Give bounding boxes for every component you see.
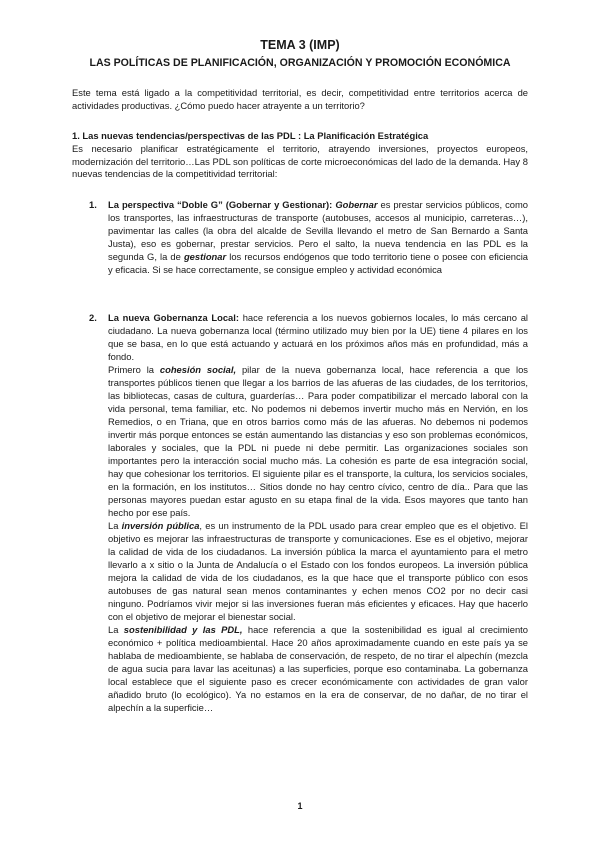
list-item-number: 1. xyxy=(89,199,97,210)
paragraph-text: , es un instrumento de la PDL usado para crear empleo que es el objetivo. El objetivo es mejorar las infraestructuras de transporte y comunicaciones. Ese es el objetivo, mejorar la calidad de vida de los ciudadanos. La inversión pública la marca el ayuntamiento para el metro llevarlo a x sitio o la Junta de Andalucía o el Estado con los fondos europeos. La inversión pública mejora la calidad de vida de los ciudadanos, es la que hace que el transporte público con esos autobuses de gas natural sean menos contaminantes y echen menos CO2 por no decir casi ninguno. Podríamos vivir mejor si las inversiones fueran más eficientes y eficaces. Hay que hacerlo con el objetivo de mejorar el bienestar social. xyxy=(108,520,528,622)
list-item-doble-g xyxy=(89,198,529,276)
paragraph-text: pilar de la nueva gobernanza local, hace referencia a que los transportes públicos tienen que llegar a los barrios de las afueras de las ciudades, de los territorios, las bibliotecas, casas de cultura, guarderías… Para poder compatibilizar el mercado laboral con la vida personal, tema familiar, etc. No podemos ni debemos invertir mucho más en Nervión, en los Remedios, o en Triana, que en otros barrios como más de las afueras. No debemos ni podemos invertir más porque entonces se están aumentando las distancias y eso son problemas económicos, laborales y sociales, que la PDL ni puede ni debe permitir. Las organizaciones sociales son importantes pero la interacción social mucho más. La cohesión es parte de esa integración social, hay que cohesionar los territorios. El siguiente pilar es el transporte, la cultura, los servicios sociales, en la formación, en los institutos… Sitios donde no hay centro cívico, centro de día.. Para que las personas mayores puedan estar agusto en su etapa final de la vida. Esos mayores que tanto han hecho por ese país. xyxy=(108,364,528,518)
list-item-text: es prestar servicios públicos, como los transportes, las infraestructuras de transporte (autobuses, accesos al municipio, carreteras…), pavimentar las calles (la obra del alcalde de Sevilla llevando el metro de San Bernardo a Santa Justa), eso es gobernar, prestar servicios. Pero el salto, la nueva tendencia en las PDL es la segunda G, la de xyxy=(108,199,529,262)
term-inversion-publica: inversión pública xyxy=(121,520,200,531)
term-cohesion-social: cohesión social, xyxy=(159,364,237,375)
intro-paragraph: Este tema está ligado a la competitividad territorial, es decir, competitividad entre territorios acerca de actividades productivas. ¿Cómo puedo hacer atrayente a un territorio? xyxy=(72,87,528,111)
term-sostenibilidad: sostenibilidad y las PDL, xyxy=(123,624,243,635)
paragraph-prefix: La xyxy=(108,520,122,531)
document-subtitle: LAS POLÍTICAS DE PLANIFICACIÓN, ORGANIZACIÓN Y PROMOCIÓN ECONÓMICA xyxy=(89,57,511,69)
list-item-text: hace referencia a los nuevos gobiernos locales, lo más cercano al ciudadano. La nueva gobernanza local (término utilizado muy bien por la UE) tiene 4 pilares en los que se basa, en lo que está actuando y actuará en los próximos años más en profundidad, más a fondo. xyxy=(108,312,529,362)
list-item-gobernanza xyxy=(89,311,529,714)
list-item-paragraph xyxy=(108,198,528,276)
paragraph-inversion-publica xyxy=(108,519,528,623)
list-item-paragraph xyxy=(108,311,528,363)
paragraph-prefix: Primero la xyxy=(108,364,160,375)
paragraph-cohesion-social xyxy=(108,363,528,519)
page-number: 1 xyxy=(297,801,303,811)
paragraph-text: hace referencia a que la sostenibilidad es igual al crecimiento económico + política medioambiental. Hace 20 años aproximadamente cuando en este país ya se hablaba de medioambiente, se hablaba de conservación, de respeto, de no tirar el alpechín (mezcla de agua sucia para lavar las aceitunas) a las superficies, porque eso contaminaba. La gobernanza local establece que el siguiente paso es crecer económicamente con actividades de gran valor añadido bruto (lo ecológico). Ya no estamos en la era de conservar, de no dañar, de no tirar el alpechín a la superficie… xyxy=(108,624,528,713)
section-1-heading: 1. Las nuevas tendencias/perspectivas de las PDL : La Planificación Estratégica xyxy=(72,130,429,141)
paragraph-prefix: La xyxy=(108,624,124,635)
term-gobernar: Gobernar xyxy=(335,199,378,210)
list-item-text: los recursos endógenos que todo territorio tiene o posee con eficiencia y eficacia. Si se hace correctamente, se consigue empleo y actividad económica xyxy=(108,251,529,275)
list-item-number: 2. xyxy=(89,312,97,323)
term-gestionar: gestionar xyxy=(183,251,227,262)
list-item-lead: La nueva Gobernanza Local: xyxy=(108,312,239,323)
paragraph-sostenibilidad xyxy=(108,623,528,714)
list-item-lead: La perspectiva “Doble G” (Gobernar y Gestionar): xyxy=(108,199,333,210)
section-1-body: Es necesario planificar estratégicamente el territorio, atrayendo inversiones, proyectos europeos, modernización del territorio…Las PDL son políticas de corte microeconómicas del lado de la demanda. Hay 8 nuevas tendencias de la competitividad territorial: xyxy=(72,143,528,180)
document-title: TEMA 3 (IMP) xyxy=(260,38,340,52)
